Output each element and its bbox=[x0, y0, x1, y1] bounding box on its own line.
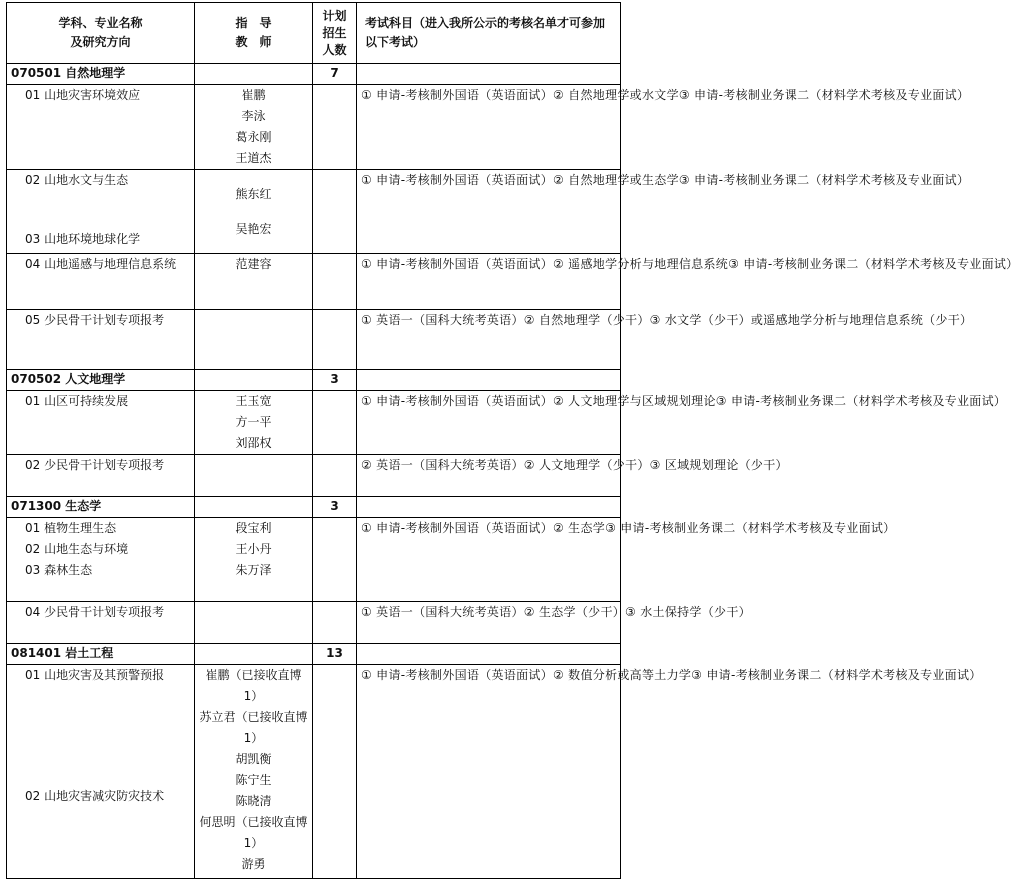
exam-cell: ① 申请-考核制外国语（英语面试）② 生态学③ 申请-考核制业务课二（材料学术考核及专业面试） bbox=[357, 518, 621, 602]
exam-cell: ① 英语一（国科大统考英语）② 自然地理学（少干）③ 水文学（少干）或遥感地学分析与地理信息系统（少干） bbox=[357, 310, 621, 370]
advisor-name: 刘邵权 bbox=[235, 436, 272, 450]
group-row bbox=[7, 497, 621, 518]
group-exam-empty bbox=[357, 64, 621, 85]
advisor-name: 段宝利 bbox=[235, 521, 272, 535]
advisor-name: 王道杰 bbox=[235, 151, 272, 165]
direction-item: 01 植物生理生态 bbox=[25, 521, 117, 535]
direction-item: 02 山地灾害减灾防灾技术 bbox=[25, 789, 165, 803]
quota-cell bbox=[313, 518, 357, 602]
group-advisor-empty bbox=[195, 64, 313, 85]
quota-cell bbox=[313, 170, 357, 254]
group-advisor-empty bbox=[195, 497, 313, 518]
exam-cell: ① 申请-考核制外国语（英语面试）② 自然地理学或生态学③ 申请-考核制业务课二（材料学术考核及专业面试） bbox=[357, 170, 621, 254]
advisor-name: 苏立君（已接收直博1） bbox=[199, 710, 308, 745]
quota-cell bbox=[313, 85, 357, 170]
direction-cell bbox=[7, 518, 195, 602]
exam-cell: ① 申请-考核制外国语（英语面试）② 人文地理学与区域规划理论③ 申请-考核制业务课二（材料学术考核及专业面试） bbox=[357, 391, 621, 455]
direction-row bbox=[7, 455, 621, 497]
advisor-name: 方一平 bbox=[235, 415, 272, 429]
exam-cell: ② 英语一（国科大统考英语）② 人文地理学（少干）③ 区域规划理论（少干） bbox=[357, 455, 621, 497]
direction-item: 03 山地环境地球化学 bbox=[25, 232, 141, 246]
direction-row bbox=[7, 85, 621, 170]
direction-row bbox=[7, 310, 621, 370]
quota-cell bbox=[313, 665, 357, 879]
group-exam-empty bbox=[357, 370, 621, 391]
group-quota: 3 bbox=[313, 497, 357, 518]
group-row bbox=[7, 64, 621, 85]
advisor-name: 崔鹏 bbox=[241, 88, 266, 102]
direction-row bbox=[7, 254, 621, 310]
group-row bbox=[7, 370, 621, 391]
advisor-cell bbox=[195, 170, 313, 254]
quota-cell bbox=[313, 602, 357, 644]
group-code-name: 081401 岩土工程 bbox=[7, 644, 195, 665]
header-advisor: 指 导 教 师 bbox=[195, 3, 313, 64]
quota-cell bbox=[313, 391, 357, 455]
exam-cell: ① 申请-考核制外国语（英语面试）② 自然地理学或水文学③ 申请-考核制业务课二（材料学术考核及专业面试） bbox=[357, 85, 621, 170]
direction-item: 03 森林生态 bbox=[25, 563, 93, 577]
direction-cell bbox=[7, 602, 195, 644]
advisor-cell bbox=[195, 310, 313, 370]
direction-row bbox=[7, 391, 621, 455]
advisor-cell bbox=[195, 602, 313, 644]
advisor-cell bbox=[195, 455, 313, 497]
direction-item: 04 山地遥感与地理信息系统 bbox=[25, 257, 177, 271]
advisor-name: 朱万泽 bbox=[235, 563, 272, 577]
direction-row bbox=[7, 518, 621, 602]
direction-row bbox=[7, 170, 621, 254]
direction-item: 04 少民骨干计划专项报考 bbox=[25, 605, 165, 619]
direction-cell bbox=[7, 391, 195, 455]
direction-item: 01 山地灾害环境效应 bbox=[25, 88, 141, 102]
group-quota: 13 bbox=[313, 644, 357, 665]
exam-cell: ① 申请-考核制外国语（英语面试）② 遥感地学分析与地理信息系统③ 申请-考核制业务课二（材料学术考核及专业面试） bbox=[357, 254, 621, 310]
direction-item: 01 山区可持续发展 bbox=[25, 394, 129, 408]
exam-cell: ① 申请-考核制外国语（英语面试）② 数值分析或高等土力学③ 申请-考核制业务课二（材料学术考核及专业面试） bbox=[357, 665, 621, 879]
direction-item: 05 少民骨干计划专项报考 bbox=[25, 313, 165, 327]
group-quota: 7 bbox=[313, 64, 357, 85]
table-header-row bbox=[7, 3, 621, 64]
quota-cell bbox=[313, 455, 357, 497]
direction-item: 02 山地生态与环境 bbox=[25, 542, 129, 556]
direction-cell bbox=[7, 85, 195, 170]
group-advisor-empty bbox=[195, 644, 313, 665]
direction-cell bbox=[7, 455, 195, 497]
header-subject: 学科、专业名称 及研究方向 bbox=[7, 3, 195, 64]
quota-cell bbox=[313, 310, 357, 370]
group-code-name: 071300 生态学 bbox=[7, 497, 195, 518]
advisor-name: 吴艳宏 bbox=[235, 222, 272, 236]
group-advisor-empty bbox=[195, 370, 313, 391]
direction-cell bbox=[7, 170, 195, 254]
advisor-name: 陈宁生 bbox=[235, 773, 272, 787]
advisor-name: 陈晓清 bbox=[235, 794, 272, 808]
advisor-name: 游勇 bbox=[241, 857, 266, 871]
advisor-cell bbox=[195, 254, 313, 310]
direction-cell bbox=[7, 665, 195, 879]
header-quota: 计划 招生 人数 bbox=[313, 3, 357, 64]
advisor-name: 熊东红 bbox=[235, 187, 272, 201]
advisor-cell bbox=[195, 518, 313, 602]
advisor-name: 胡凯衡 bbox=[235, 752, 272, 766]
direction-cell bbox=[7, 310, 195, 370]
direction-cell bbox=[7, 254, 195, 310]
direction-item: 01 山地灾害及其预警预报 bbox=[25, 668, 165, 682]
advisor-name: 何思明（已接收直博1） bbox=[199, 815, 308, 850]
group-code-name: 070502 人文地理学 bbox=[7, 370, 195, 391]
direction-row bbox=[7, 665, 621, 879]
admission-table bbox=[6, 2, 1018, 879]
group-exam-empty bbox=[357, 497, 621, 518]
group-quota: 3 bbox=[313, 370, 357, 391]
advisor-cell bbox=[195, 85, 313, 170]
advisor-name: 李泳 bbox=[241, 109, 266, 123]
advisor-cell bbox=[195, 665, 313, 879]
group-code-name: 070501 自然地理学 bbox=[7, 64, 195, 85]
direction-row bbox=[7, 602, 621, 644]
admission-table-page bbox=[6, 2, 1018, 871]
advisor-name: 王玉宽 bbox=[235, 394, 272, 408]
advisor-name: 崔鹏（已接收直博1） bbox=[205, 668, 302, 703]
advisor-cell bbox=[195, 391, 313, 455]
group-exam-empty bbox=[357, 644, 621, 665]
advisor-name: 范建容 bbox=[235, 257, 272, 271]
header-exam: 考试科目（进入我所公示的考核名单才可参加以下考试） bbox=[357, 3, 621, 64]
direction-item: 02 少民骨干计划专项报考 bbox=[25, 458, 165, 472]
direction-item: 02 山地水文与生态 bbox=[25, 173, 129, 187]
advisor-name: 王小丹 bbox=[235, 542, 272, 556]
quota-cell bbox=[313, 254, 357, 310]
exam-cell: ① 英语一（国科大统考英语）② 生态学（少干）③ 水土保持学（少干） bbox=[357, 602, 621, 644]
group-row bbox=[7, 644, 621, 665]
advisor-name: 葛永刚 bbox=[235, 130, 272, 144]
